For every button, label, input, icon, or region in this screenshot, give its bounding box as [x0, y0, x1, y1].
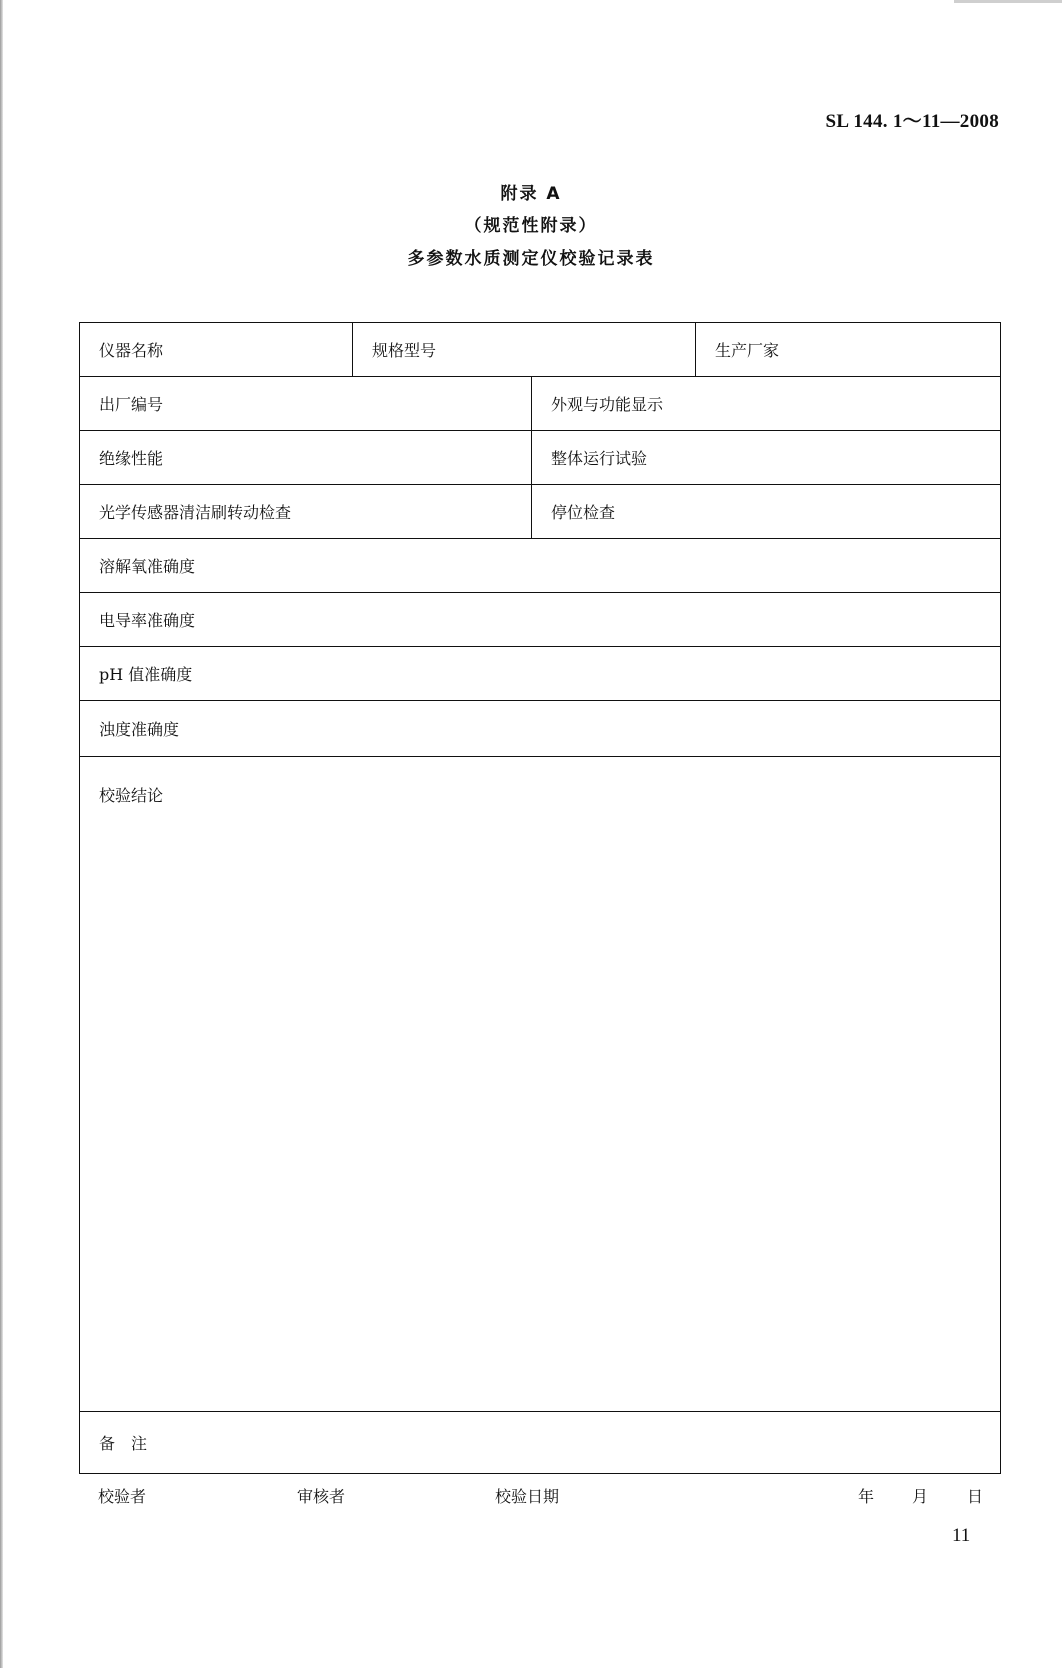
day-label: 日	[967, 1487, 984, 1506]
conclusion-label: 校验结论	[99, 786, 164, 805]
conclusion-cell[interactable]	[80, 757, 1000, 1411]
appearance-display-label: 外观与功能显示	[551, 395, 664, 414]
table-row-factory	[80, 377, 1000, 431]
manufacturer-label: 生产厂家	[715, 341, 780, 360]
annex-heading: 附录 A	[500, 184, 562, 204]
heading-block	[0, 178, 1062, 276]
table-row-optical	[80, 485, 1000, 539]
table-row-instrument	[80, 323, 1000, 377]
table-row-turbidity	[80, 701, 1000, 757]
model-spec-cell[interactable]	[352, 323, 695, 376]
table-row-conclusion	[80, 757, 1000, 1412]
form-title: 多参数水质测定仪校验记录表	[407, 249, 655, 269]
instrument-name-cell[interactable]	[80, 323, 352, 376]
insulation-cell[interactable]	[80, 431, 531, 484]
overall-run-test-label: 整体运行试验	[551, 449, 648, 468]
annex-type-heading: （规范性附录）	[464, 216, 598, 236]
stop-position-label: 停位检查	[551, 503, 616, 522]
remarks-label: 备 注	[99, 1434, 148, 1453]
appearance-display-cell[interactable]	[531, 377, 1000, 430]
table-row-dissolved-oxygen	[80, 539, 1000, 593]
optical-sensor-brush-label: 光学传感器清洁刷转动检查	[99, 503, 292, 522]
check-date-label: 校验日期	[495, 1487, 560, 1506]
ph-cell[interactable]	[80, 647, 1000, 700]
turbidity-cell[interactable]	[80, 701, 1000, 756]
overall-run-test-cell[interactable]	[531, 431, 1000, 484]
year-label: 年	[858, 1487, 875, 1506]
month-label: 月	[912, 1487, 929, 1506]
reviewer-label: 审核者	[297, 1487, 346, 1506]
turbidity-label: 浊度准确度	[99, 720, 180, 739]
table-row-conductivity	[80, 593, 1000, 647]
conductivity-label: 电导率准确度	[99, 611, 196, 630]
dissolved-oxygen-cell[interactable]	[80, 539, 1000, 592]
page-number: 11	[952, 1525, 971, 1546]
table-row-insulation	[80, 431, 1000, 485]
instrument-name-label: 仪器名称	[99, 341, 164, 360]
signature-footer	[0, 1484, 1062, 1508]
stop-position-cell[interactable]	[531, 485, 1000, 538]
model-spec-label: 规格型号	[372, 341, 437, 360]
table-row-remarks	[80, 1412, 1000, 1473]
ph-label: pH 值准确度	[99, 665, 193, 684]
conductivity-cell[interactable]	[80, 593, 1000, 646]
page-top-edge	[954, 0, 1062, 3]
table-row-ph	[80, 647, 1000, 701]
dissolved-oxygen-label: 溶解氧准确度	[99, 557, 196, 576]
factory-number-label: 出厂编号	[99, 395, 164, 414]
optical-sensor-brush-cell[interactable]	[80, 485, 531, 538]
checker-label: 校验者	[98, 1487, 147, 1506]
record-form-table	[79, 322, 1001, 1474]
remarks-cell[interactable]	[80, 1412, 1000, 1473]
factory-number-cell[interactable]	[80, 377, 531, 430]
document-code: SL 144. 1～11—2008	[825, 111, 999, 132]
manufacturer-cell[interactable]	[695, 323, 1000, 376]
insulation-label: 绝缘性能	[99, 449, 164, 468]
